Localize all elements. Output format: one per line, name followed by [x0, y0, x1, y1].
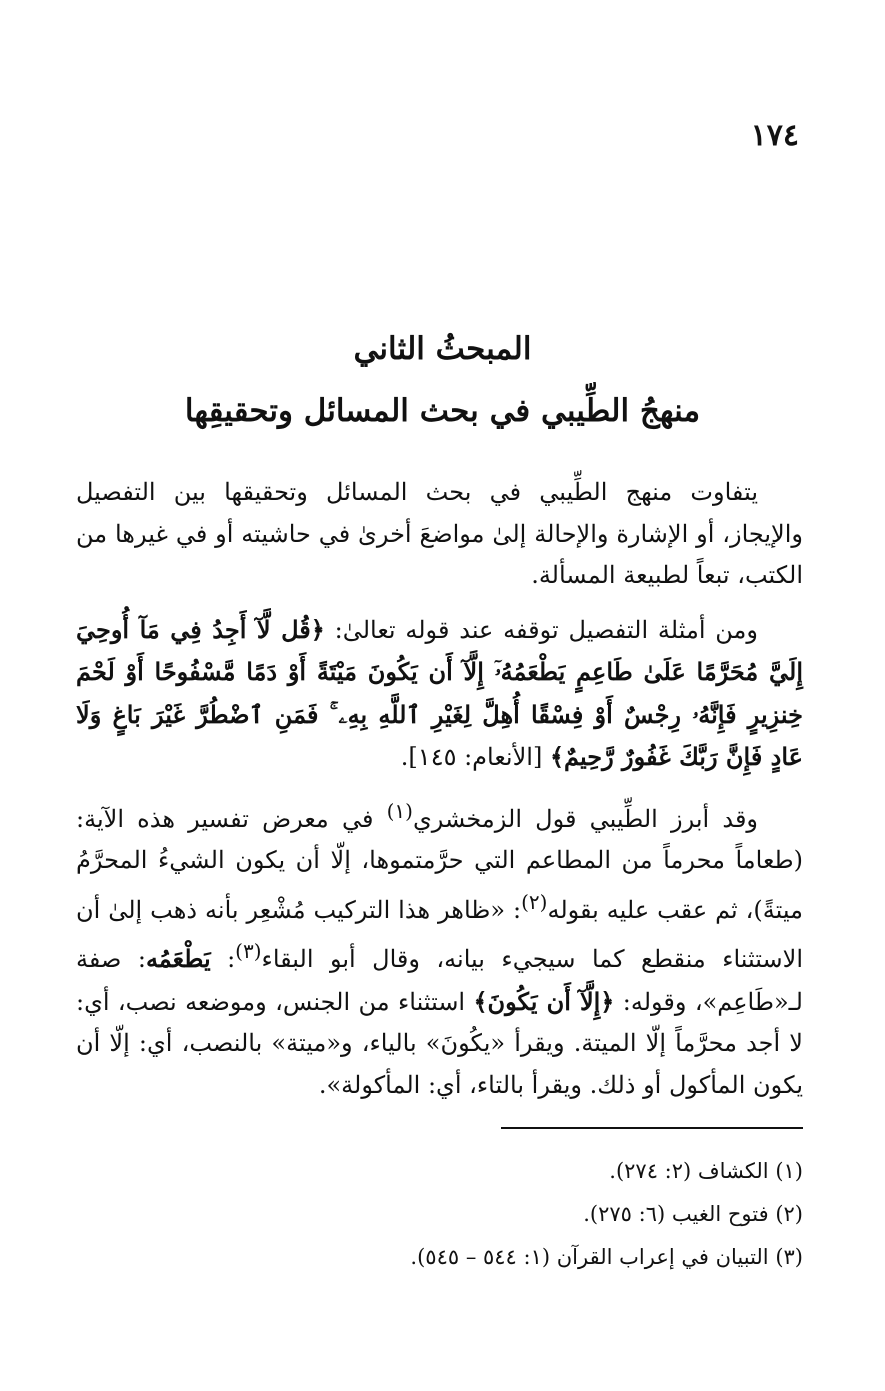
paragraph-3-part-d: : [210, 945, 236, 973]
footnote-marker-3: (٣) [235, 939, 262, 963]
paragraph-3-part-b: في معرض تفسير هذه الآية: (طعاماً محرماً من المطاعم التي حرَّمتموها، إلّا أن يكون الشيءُ المحرَّمُ ميتةً)، ثم عقب عليه بقوله [76, 804, 804, 924]
footnote-3: (٣) التبيان في إعراب القرآن (١: ٥٤٤ – ٥٤٥). [410, 1245, 803, 1269]
paragraph-1: يتفاوت منهج الطِّيبي في بحث المسائل وتحقيقها بين التفصيل والإيجاز، أو الإشارة والإحالة إلىٰ مواضعَ أخرىٰ في حاشيته أو في غيرها من الكتب، تبعاً لطبيعة المسألة. [76, 478, 803, 589]
paragraph-3 [76, 791, 803, 1107]
footnote-marker-2: (٢) [521, 889, 548, 914]
paragraph-3-part-f: استثناء من الجنس، وموضعه نصب، أي: لا أجد محرَّماً إلّا الميتة. ويقرأ «يكُونَ» بالياء، و«ميتة» بالنصب، أي: إلّا أن يكون المأكول أو ذلك. ويقرأ بالتاء، أي: المأكولة». [76, 987, 803, 1099]
section-title: المبحثُ الثاني [353, 331, 532, 367]
footnote-1: (١) الكشاف (٢: ٢٧٤). [609, 1159, 803, 1183]
quran-verse: ﴿قُل لَّآ أَجِدُ فِي مَآ أُوحِيَ إِلَيَّ مُحَرَّمًا عَلَىٰ طَاعِمٍ يَطْعَمُهُۥٓ إِلَّآ أَن يَكُونَ مَيْتَةً أَوْ دَمًا مَّسْفُوحًا أَوْ لَحْمَ خِنزِيرٍ فَإِنَّهُۥ رِجْسٌ أَوْ فِسْقًا أُهِلَّ لِغَيْرِ ٱللَّهِ بِهِۦ ۚ فَمَنِ ٱضْطُرَّ غَيْرَ بَاغٍ وَلَا عَادٍ فَإِنَّ رَبَّكَ غَفُورٌ رَّحِيمٌ﴾ [76, 614, 803, 771]
quoted-word: يَطْعَمُه [145, 944, 211, 973]
paragraph-2-intro: ومن أمثلة التفصيل توقفه عند قوله تعالىٰ: [324, 615, 758, 644]
paragraph-3-part-e: : صفة لـ«طَاعِم»، وقوله: [76, 945, 803, 1016]
paragraph-3-part-c: : «ظاهر هذا التركيب مُشْعِر بأنه ذهب إلىٰ أن الاستثناء منقطع كما سيجيء بيانه، وقال أبو البقاء [76, 895, 804, 973]
main-text [76, 472, 803, 1118]
page-number: ١٧٤ [750, 118, 799, 153]
verse-reference: [الأنعام: ١٤٥]. [400, 743, 550, 771]
paragraph-3-part-a: وقد أبرز الطِّيبي قول الزمخشري [412, 804, 759, 833]
footnote-divider [501, 1127, 803, 1129]
quran-quote: ﴿إِلَّآ أَن يَكُونَ﴾ [473, 986, 615, 1016]
footnotes [80, 1150, 803, 1279]
footnote-2: (٢) فتوح الغيب (٦: ٢٧٥). [583, 1202, 803, 1226]
footnote-marker-1: (١) [386, 798, 413, 823]
section-subtitle: منهجُ الطِّيبي في بحث المسائل وتحقيقِها [184, 393, 701, 429]
section-headings [80, 318, 805, 442]
paragraph-2 [76, 609, 803, 779]
